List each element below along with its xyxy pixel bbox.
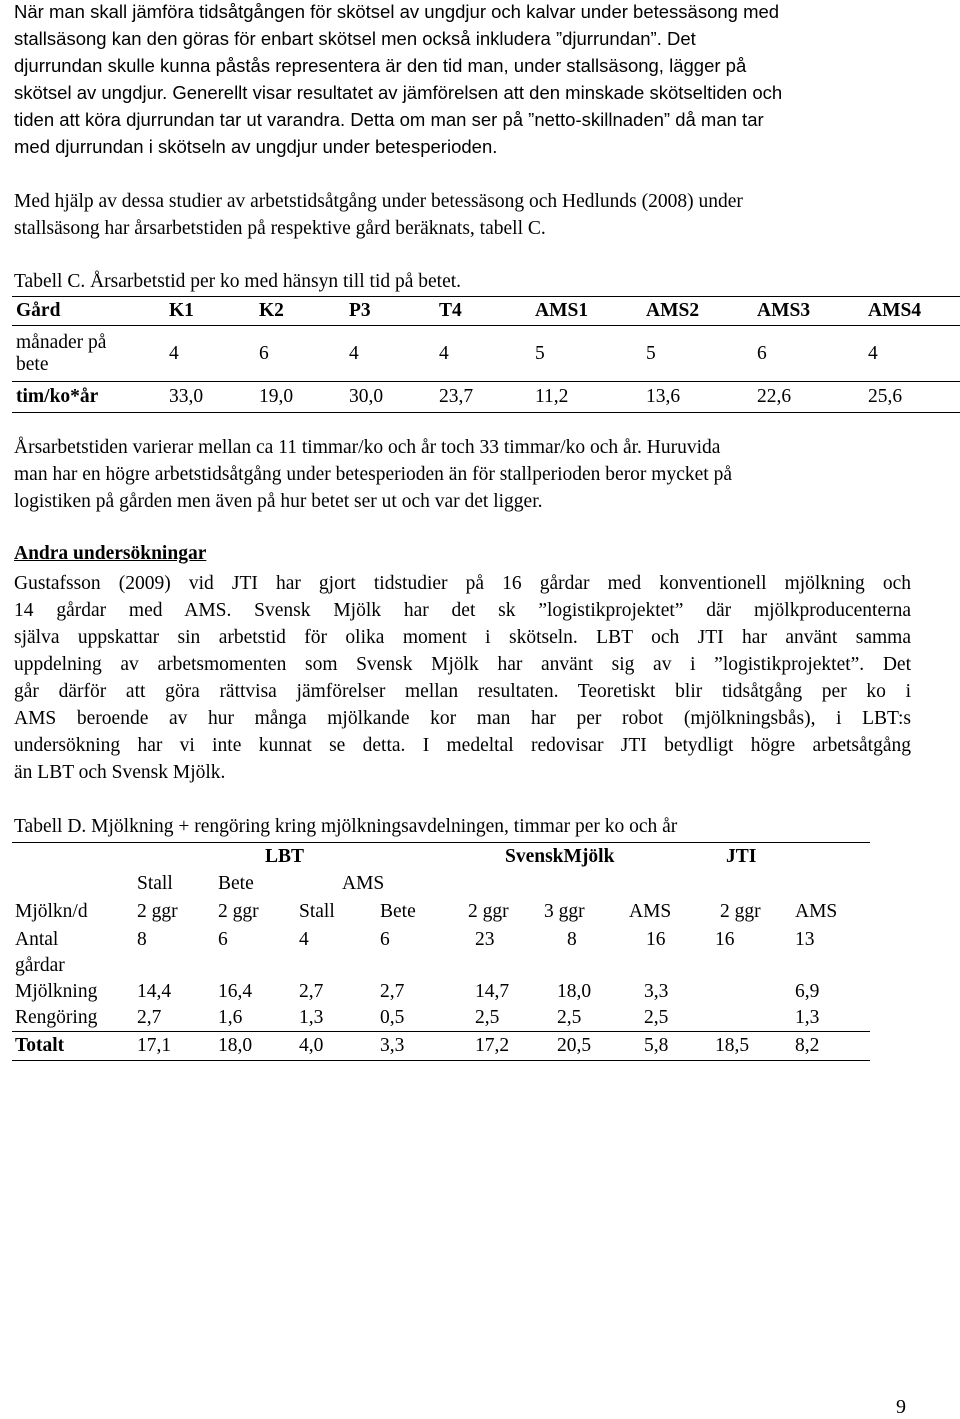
text-line: än LBT och Svensk Mjölk. (14, 762, 226, 783)
table-cell: 8,2 (792, 1032, 870, 1061)
text-line: AMS beroende av hur många mjölkande kor man har per robot (mjölkningsbås), i LBT:s (14, 708, 911, 729)
group-header-jti: JTI (712, 843, 870, 872)
text-line: stallsäsong har årsarbetstiden på respektive gård beräknats, tabell C. (14, 218, 546, 239)
table-cell: 2,7 (380, 981, 405, 1002)
text-line: 14 gårdar med AMS. Svensk Mjölk har det sk ”logistikprojektet” där mjölkproducenterna (14, 600, 911, 621)
table-cell: 4 (299, 929, 309, 950)
text-line: Med hjälp av dessa studier av arbetstidsåtgång under betessäsong och Hedlunds (2008) under (14, 191, 743, 212)
table-group-row (12, 843, 870, 872)
row-label: tim/ko*år (12, 382, 165, 413)
subheader-cell: Stall (137, 873, 173, 894)
subheader-cell: AMS (342, 873, 385, 894)
column-header: P3 (345, 297, 435, 326)
table-cell: 20,5 (541, 1032, 626, 1061)
table-cell: 33,0 (165, 382, 255, 413)
table-row (12, 326, 960, 382)
column-header: AMS1 (531, 297, 642, 326)
table-cell: 1,6 (218, 1007, 243, 1028)
section-heading: Andra undersökningar (14, 543, 207, 564)
table-cell: 13,6 (642, 382, 753, 413)
table-cell: 6 (259, 342, 269, 364)
table-cell: 19,0 (255, 382, 345, 413)
intro-paragraph (14, 0, 914, 160)
column-header: AMS2 (642, 297, 753, 326)
text-line: djurrundan skulle kunna påstås representera är den tid man, under stallsäsong, lägger på (14, 55, 747, 76)
table-cell: 6 (218, 929, 228, 950)
column-header: AMS4 (864, 297, 960, 326)
row-label: Mjölkn/d (15, 901, 88, 922)
table-row (12, 382, 960, 413)
table-row (12, 1005, 870, 1032)
table-cell: 1,3 (299, 1007, 324, 1028)
table-cell: 4 (169, 342, 179, 364)
table-row (12, 897, 870, 927)
row-label: Antal (15, 929, 59, 950)
text-line: När man skall jämföra tidsåtgången för skötsel av ungdjur och kalvar under betessäsong med (14, 1, 780, 22)
group-header-svenskmjolk: SvenskMjölk (465, 843, 712, 872)
table-c-caption: Tabell C. Årsarbetstid per ko med hänsyn till tid på betet. (14, 271, 462, 292)
text-line: Årsarbetstiden varierar mellan ca 11 timmar/ko och år toch 33 timmar/ko och år. Huruvida (14, 437, 721, 458)
table-cell: 2 ggr (137, 901, 178, 922)
text-line: logistiken på gården men även på hur betet ser ut och var det ligger. (14, 491, 543, 512)
table-cell: 4 (439, 342, 449, 364)
table-cell: 4 (349, 342, 359, 364)
row-label-line: bete (16, 353, 49, 375)
text-line: Gustafsson (2009) vid JTI har gjort tidstudier på 16 gårdar med konventionell mjölkning och (14, 573, 911, 594)
table-cell: 3,3 (644, 981, 669, 1002)
column-header: AMS3 (753, 297, 864, 326)
text-line: stallsäsong kan den göras för enbart skötsel men också inkludera ”djurrundan”. Det (14, 28, 696, 49)
table-subheader-row (12, 871, 870, 897)
table-cell: 22,6 (753, 382, 864, 413)
table-cell: 14,7 (475, 981, 510, 1002)
row-label: Rengöring (15, 1007, 98, 1028)
table-cell: 6 (380, 929, 390, 950)
text-line: uppdelning av arbetsmomenten som Svensk Mjölk har använt sig av i ”logistikprojektet”. Det (14, 654, 911, 675)
subheader-cell: Bete (218, 873, 254, 894)
table-cell: 2,7 (137, 1007, 162, 1028)
table-cell: 23 (475, 929, 495, 950)
text-line: går därför att göra rättvisa jämförelser mellan resultaten. Teoretiskt blir tidsåtgång per ko i (14, 681, 911, 702)
text-line: man har en högre arbetstidsåtgång under betesperioden än för stallperioden beror mycket på (14, 464, 732, 485)
table-total-row (12, 1032, 870, 1061)
row-label (12, 326, 165, 382)
table-cell: 2,5 (557, 1007, 582, 1028)
table-cell: 5 (535, 342, 545, 364)
table-cell: AMS (795, 901, 838, 922)
table-cell: AMS (629, 901, 672, 922)
studies-paragraph (14, 570, 911, 786)
table-cell: 16 (646, 929, 666, 950)
table-cell: 2,7 (299, 981, 324, 1002)
column-header: K1 (165, 297, 255, 326)
table-cell: 18,5 (712, 1032, 792, 1061)
table-header-row (12, 297, 960, 326)
table-cell: 0,5 (380, 1007, 405, 1028)
column-header: T4 (435, 297, 531, 326)
text-line: tiden att köra djurrundan tar ut varandra. Detta om man ser på ”netto-skillnaden” då man tar (14, 109, 764, 130)
table-cell: 5 (646, 342, 656, 364)
table-row (12, 979, 870, 1005)
table-cell: 16 (715, 929, 735, 950)
table-cell: 2,5 (644, 1007, 669, 1028)
column-header: K2 (255, 297, 345, 326)
table-row (12, 927, 870, 953)
table-cell: 4,0 (296, 1032, 377, 1061)
table-cell: 2,5 (475, 1007, 500, 1028)
row-label: gårdar (15, 955, 65, 976)
table-cell: 30,0 (345, 382, 435, 413)
text-line: undersökning har vi inte kunnat se detta. I medeltal redovisar JTI betydligt högre arbetsåtgång (14, 735, 911, 756)
table-cell: 18,0 (215, 1032, 296, 1061)
table-cell: 14,4 (137, 981, 172, 1002)
table-row (12, 953, 870, 979)
table-c (12, 296, 960, 413)
row-label-line: månader på (16, 331, 107, 353)
row-label: Totalt (12, 1032, 134, 1061)
table-cell: 17,1 (134, 1032, 215, 1061)
text-line: med djurrundan i skötseln av ungdjur under betesperioden. (14, 136, 498, 157)
table-cell: 8 (567, 929, 577, 950)
table-cell: 4 (868, 342, 878, 364)
text-line: skötsel av ungdjur. Generellt visar resultatet av jämförelsen att den minskade skötseltiden och (14, 82, 783, 103)
text-line: själva uppskattar sin arbetstid för olika moment i skötseln. LBT och JTI har använt samma (14, 627, 911, 648)
table-cell: 13 (795, 929, 815, 950)
table-cell: Bete (380, 901, 416, 922)
table-cell: 2 ggr (218, 901, 259, 922)
table-cell: 25,6 (864, 382, 960, 413)
table-cell: 18,0 (557, 981, 592, 1002)
table-cell: 6,9 (795, 981, 820, 1002)
table-cell: 3 ggr (544, 901, 585, 922)
table-cell: 1,3 (795, 1007, 820, 1028)
table-cell: 2 ggr (720, 901, 761, 922)
table-d-caption: Tabell D. Mjölkning + rengöring kring mjölkningsavdelningen, timmar per ko och år (14, 816, 678, 837)
table-cell: 17,2 (465, 1032, 541, 1061)
group-header-lbt: LBT (215, 843, 377, 872)
table-cell: 23,7 (435, 382, 531, 413)
table-d (12, 842, 870, 1061)
table-cell: 6 (757, 342, 767, 364)
row-label: Mjölkning (15, 981, 98, 1002)
table-cell (712, 1005, 792, 1032)
result-paragraph (14, 434, 914, 515)
table-cell: 16,4 (218, 981, 253, 1002)
table-cell: Stall (299, 901, 335, 922)
method-paragraph (14, 188, 914, 242)
table-cell: 2 ggr (468, 901, 509, 922)
table-cell (712, 979, 792, 1005)
table-cell: 8 (137, 929, 147, 950)
page-number: 9 (896, 1396, 906, 1418)
table-cell: 11,2 (531, 382, 642, 413)
column-header: Gård (12, 297, 165, 326)
table-cell: 3,3 (377, 1032, 465, 1061)
table-cell: 5,8 (626, 1032, 712, 1061)
